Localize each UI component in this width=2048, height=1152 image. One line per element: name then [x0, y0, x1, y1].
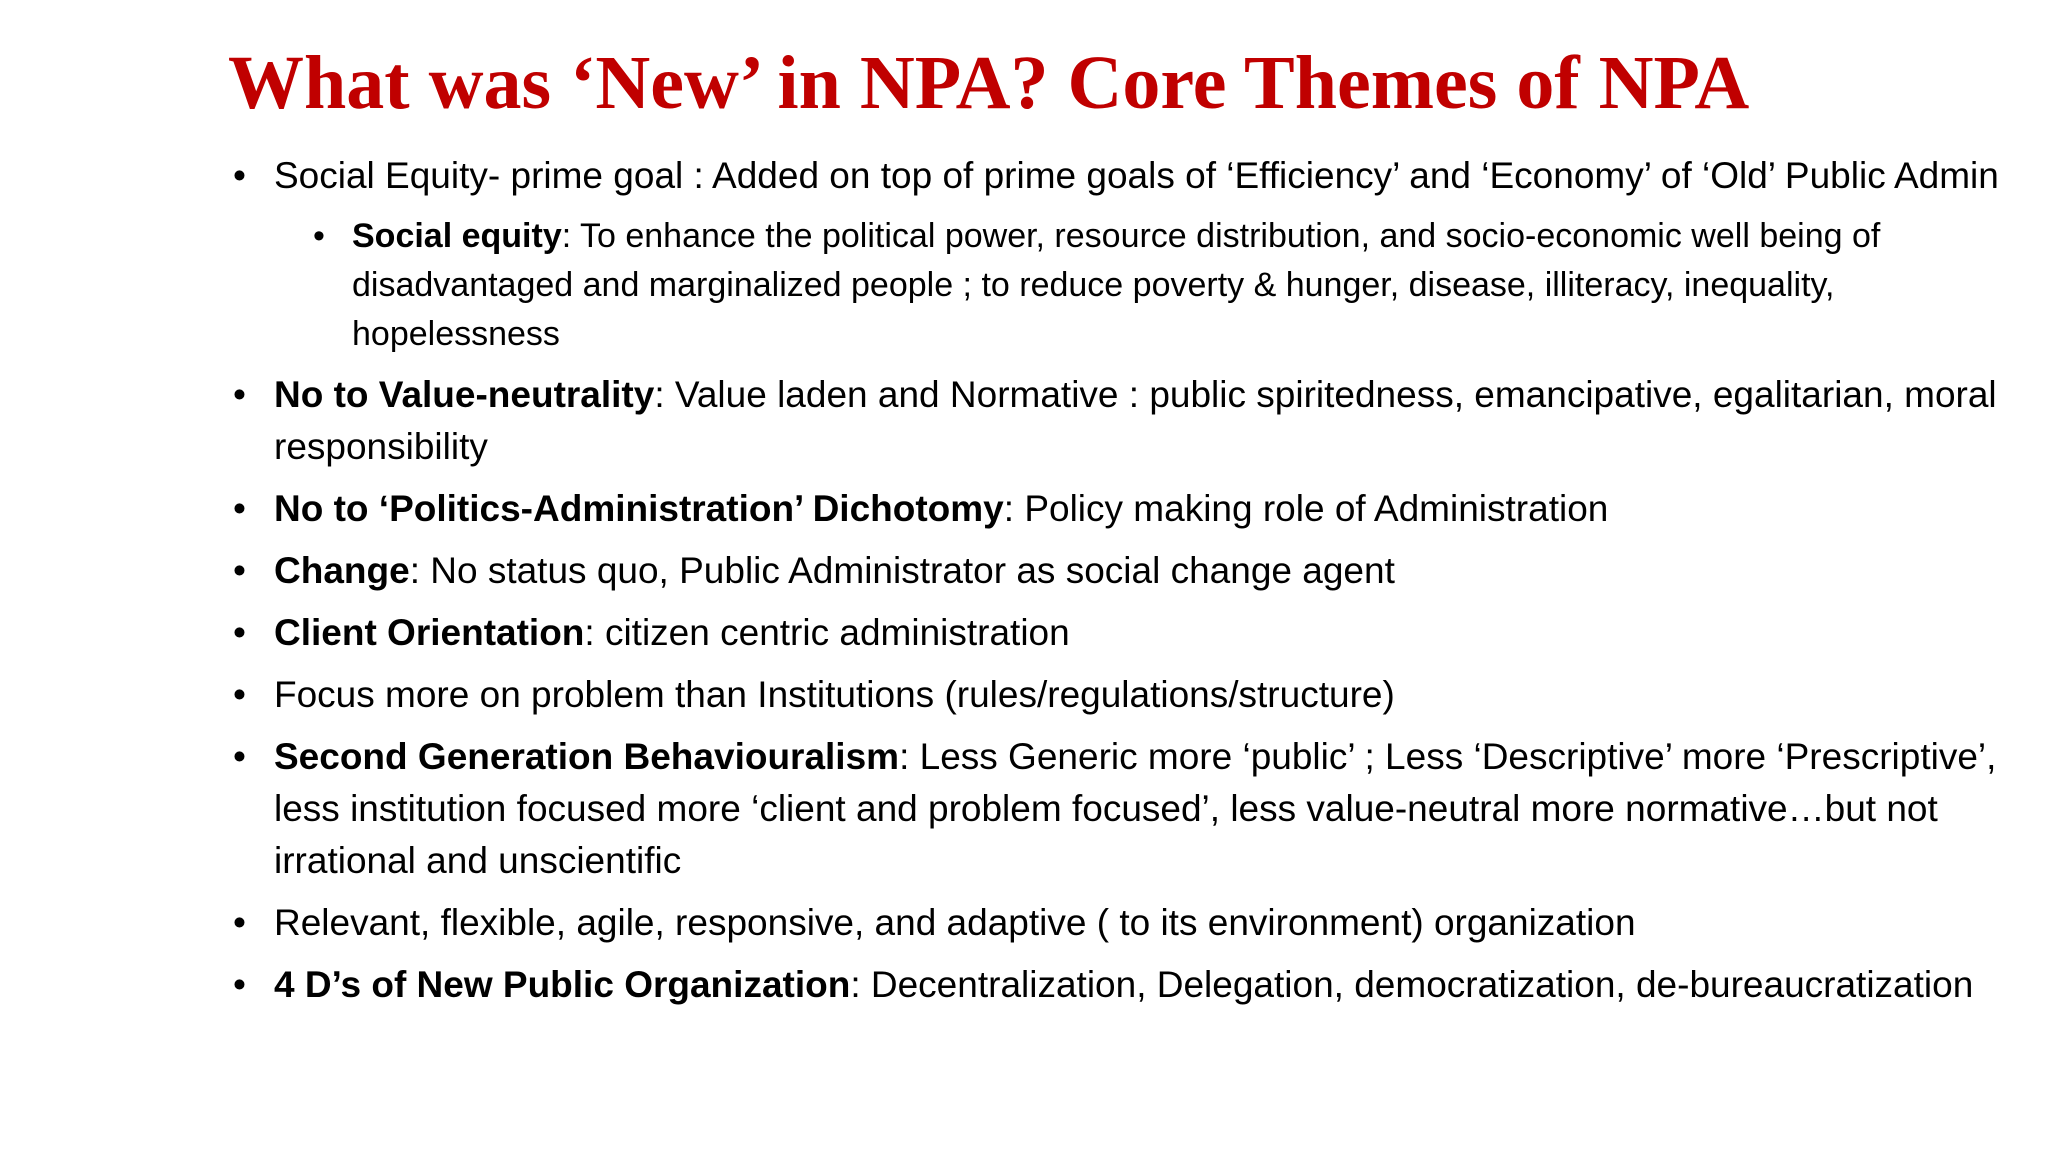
bullet-dot-icon: •	[233, 736, 246, 777]
bullet-item	[0, 369, 2048, 473]
bullet-bold-label: 4 D’s of New Public Organization	[274, 964, 851, 1005]
bullet-text: : citizen centric administration	[584, 612, 1070, 653]
bullet-text: : To enhance the political power, resource distribution, and socio-economic well being of disadvantaged and marginalized people ; to reduce poverty & hunger, disease, illiteracy, inequality, hopelessness	[352, 217, 1881, 353]
bullet-dot-icon: •	[233, 674, 246, 715]
sub-bullet-item	[0, 212, 2048, 359]
bullet-text: : Policy making role of Administration	[1003, 488, 1609, 529]
bullet-dot-icon: •	[233, 612, 246, 653]
bullet-bold-label: No to Value-neutrality	[274, 374, 655, 415]
bullet-text: Social Equity- prime goal : Added on top of prime goals of ‘Efficiency’ and ‘Economy’ of ‘Old’ Public Admin	[274, 155, 1999, 196]
bullet-text: : Less Generic more ‘public’ ; Less ‘Descriptive’ more ‘Prescriptive’, less institution focused more ‘client and problem focused’, less value-neutral more normative…but not irrational and unscientific	[274, 736, 1997, 881]
bullet-bold-label: Social equity	[352, 217, 562, 255]
bullet-dot-icon: •	[233, 374, 246, 415]
bullet-item	[0, 607, 2048, 659]
bullet-bold-label: No to ‘Politics-Administration’ Dichotomy	[274, 488, 1004, 529]
bullet-item	[0, 483, 2048, 535]
bullet-item	[0, 150, 2048, 202]
bullet-item	[0, 731, 2048, 887]
bullet-item	[0, 545, 2048, 597]
bullet-text: Focus more on problem than Institutions (rules/regulations/structure)	[274, 674, 1395, 715]
bullet-item	[0, 897, 2048, 949]
slide-title: What was ‘New’ in NPA? Core Themes of NPA	[228, 41, 1750, 125]
bullet-dot-icon: •	[233, 550, 246, 591]
bullet-list	[0, 150, 2048, 1021]
bullet-dot-icon: •	[233, 902, 246, 943]
bullet-item	[0, 959, 2048, 1011]
bullet-bold-label: Change	[274, 550, 410, 591]
bullet-item	[0, 669, 2048, 721]
bullet-text: : Value laden and Normative : public spiritedness, emancipative, egalitarian, moral responsibility	[274, 374, 1997, 467]
bullet-text: : Decentralization, Delegation, democratization, de-bureaucratization	[850, 964, 1974, 1005]
bullet-dot-icon: •	[313, 217, 325, 255]
bullet-dot-icon: •	[233, 155, 246, 196]
bullet-bold-label: Client Orientation	[274, 612, 585, 653]
bullet-text: Relevant, flexible, agile, responsive, and adaptive ( to its environment) organization	[274, 902, 1636, 943]
bullet-bold-label: Second Generation Behaviouralism	[274, 736, 900, 777]
bullet-text: : No status quo, Public Administrator as social change agent	[409, 550, 1395, 591]
bullet-dot-icon: •	[233, 488, 246, 529]
bullet-dot-icon: •	[233, 964, 246, 1005]
